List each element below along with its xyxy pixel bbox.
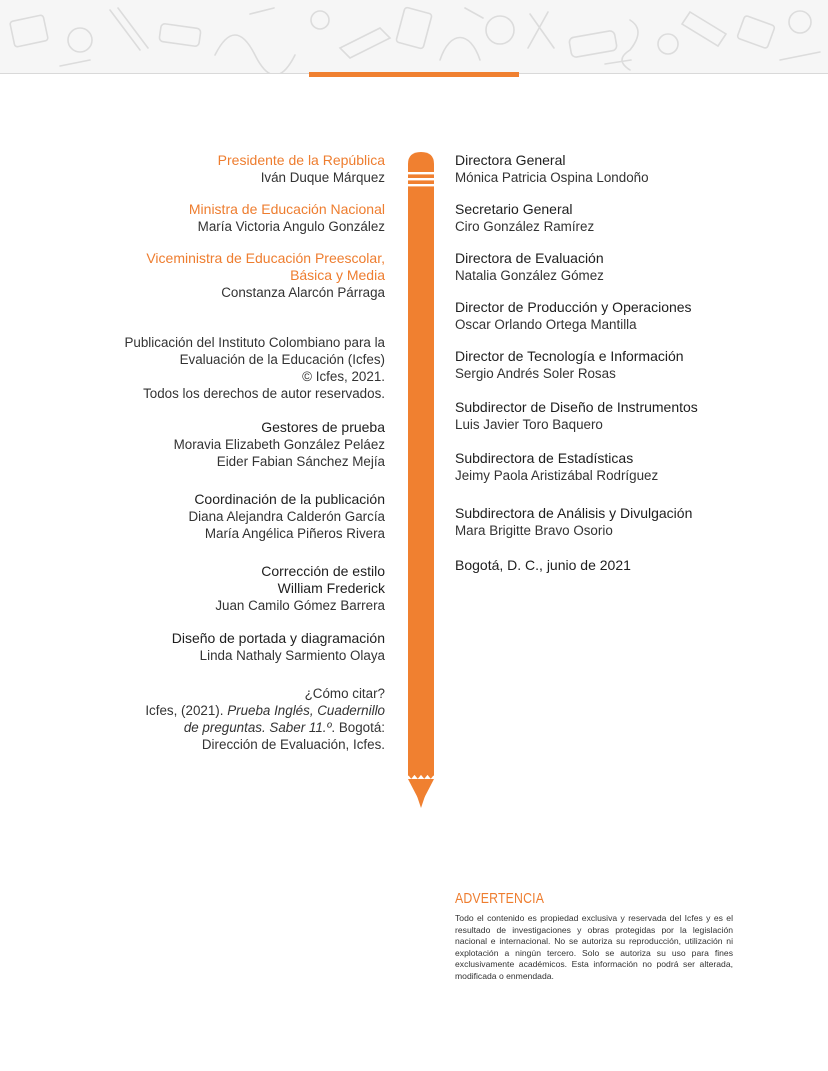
style-correction-1: William Frederick: [277, 580, 385, 596]
credit-item: [455, 201, 785, 235]
place-date: [455, 557, 785, 574]
credit-role: Subdirectora de Estadísticas: [455, 450, 634, 466]
citation-block: [25, 685, 385, 753]
viceminister-role-line-2: Básica y Media: [290, 267, 385, 283]
citation-author: Icfes, (2021).: [145, 703, 228, 718]
style-correction-block: [25, 563, 385, 614]
citation-line-2: [25, 719, 385, 736]
citation-work-title-cont: de preguntas. Saber 11.º: [183, 720, 332, 735]
design-block: [25, 630, 385, 664]
credit-item: [455, 399, 785, 433]
doodle-pattern-icon: [0, 0, 828, 74]
citation-line-3: Dirección de Evaluación, Icfes.: [201, 737, 385, 752]
credit-role: Director de Producción y Operaciones: [455, 299, 692, 315]
style-correction-title: Corrección de estilo: [261, 563, 385, 579]
credit-role: Subdirectora de Análisis y Divulgación: [455, 505, 693, 521]
credit-role: Director de Tecnología e Información: [455, 348, 684, 364]
publication-line-1: Publicación del Instituto Colombiano para la: [124, 335, 385, 350]
viceminister-role-line-1: Viceministra de Educación Preescolar,: [146, 250, 385, 266]
minister-block: [25, 201, 385, 235]
credit-name: Mónica Patricia Ospina Londoño: [455, 170, 649, 185]
publication-line-3: © Icfes, 2021.: [302, 369, 385, 384]
publication-line-4: Todos los derechos de autor reservados.: [143, 386, 385, 401]
credit-name: Ciro González Ramírez: [455, 219, 595, 234]
left-credits-column: [25, 152, 385, 753]
warning-notice: [455, 890, 733, 983]
credit-item: [455, 250, 785, 284]
president-role: Presidente de la República: [217, 152, 385, 168]
credit-name: Luis Javier Toro Baquero: [455, 417, 603, 432]
test-managers-block: [25, 419, 385, 470]
credit-name: Oscar Orlando Ortega Mantilla: [455, 317, 637, 332]
publication-line-2: Evaluación de la Educación (Icfes): [179, 352, 385, 367]
credit-item: [455, 299, 785, 333]
credit-role: Directora de Evaluación: [455, 250, 604, 266]
pencil-icon: [405, 150, 437, 814]
credit-item: [455, 505, 785, 539]
design-title: Diseño de portada y diagramación: [171, 630, 385, 646]
minister-role: Ministra de Educación Nacional: [188, 201, 385, 217]
citation-title: ¿Cómo citar?: [304, 686, 385, 701]
credit-role: Directora General: [455, 152, 566, 168]
credit-role: Subdirector de Diseño de Instrumentos: [455, 399, 698, 415]
credit-name: Mara Brigitte Bravo Osorio: [455, 523, 613, 538]
place-date-text: Bogotá, D. C., junio de 2021: [455, 557, 631, 573]
viceminister-block: [25, 250, 385, 301]
credit-name: Natalia González Gómez: [455, 268, 604, 283]
credit-role: Secretario General: [455, 201, 573, 217]
credit-item: [455, 152, 785, 186]
citation-place: . Bogotá:: [331, 720, 385, 735]
credit-item: [455, 348, 785, 382]
header-doodle-band: [0, 0, 828, 74]
credit-name: Jeimy Paola Aristizábal Rodríguez: [455, 468, 659, 483]
viceminister-name: Constanza Alarcón Párraga: [221, 285, 385, 300]
coordination-2: María Angélica Piñeros Rivera: [204, 526, 385, 541]
citation-line-1: [25, 702, 385, 719]
coordination-block: [25, 491, 385, 542]
publication-block: [25, 334, 385, 402]
style-correction-2: Juan Camilo Gómez Barrera: [215, 598, 385, 613]
credit-item: [455, 450, 785, 484]
test-manager-2: Eider Fabian Sánchez Mejía: [216, 454, 385, 469]
credit-name: Sergio Andrés Soler Rosas: [455, 366, 616, 381]
warning-title: ADVERTENCIA: [455, 890, 545, 907]
citation-work-title: Prueba Inglés, Cuadernillo: [227, 703, 385, 718]
president-name: Iván Duque Márquez: [260, 170, 385, 185]
test-manager-1: Moravia Elizabeth González Peláez: [173, 437, 385, 452]
header-accent-bar: [309, 72, 519, 77]
coordination-title: Coordinación de la publicación: [194, 491, 385, 507]
president-block: [25, 152, 385, 186]
right-credits-column: [455, 152, 785, 574]
minister-name: María Victoria Angulo González: [197, 219, 385, 234]
test-managers-title: Gestores de prueba: [261, 419, 385, 435]
design-1: Linda Nathaly Sarmiento Olaya: [199, 648, 385, 663]
coordination-1: Diana Alejandra Calderón García: [188, 509, 385, 524]
warning-text: Todo el contenido es propiedad exclusiva y reservada del Icfes y es el resultado de investigaciones y obras protegidas por la legislación nacional e internacional. No se autoriza su reproducción, utilización ni explotación a ningún tercero. Solo se autoriza su uso para fines exclusivamente académicos. Esta información no podrá ser alterada, modificada o enmendada.: [455, 913, 733, 981]
